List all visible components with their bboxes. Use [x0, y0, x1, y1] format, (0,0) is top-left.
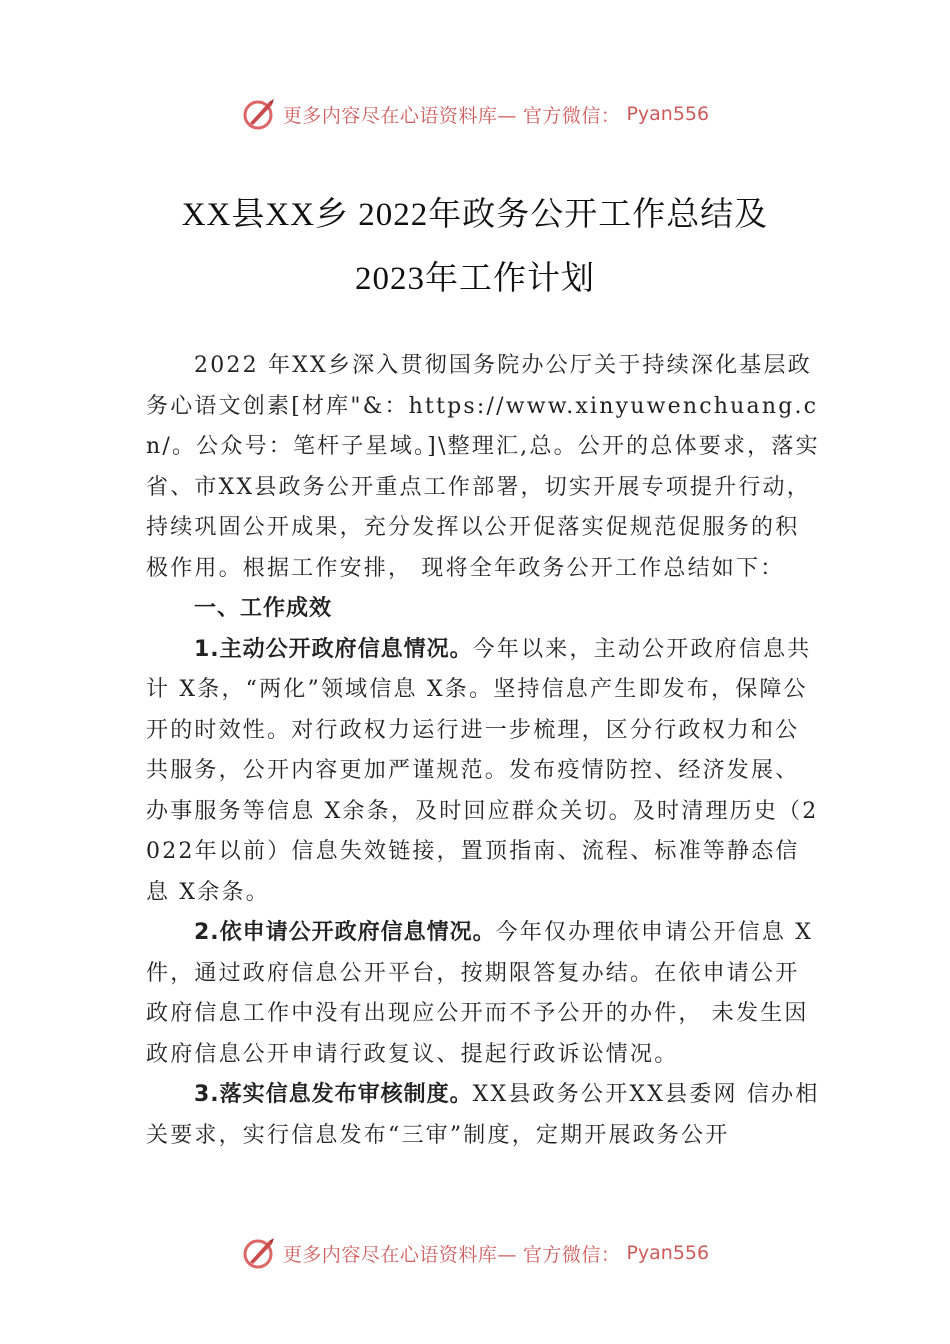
paragraph-2: [146, 913, 821, 1075]
footer-banner-text: 更多内容尽在心语资料库—: [282, 1243, 517, 1266]
paragraph-3: [146, 1075, 821, 1156]
footer-banner: [0, 1233, 950, 1273]
paragraph-3-lead: 3.落实信息发布审核制度。: [194, 1082, 473, 1107]
paragraph-1-body: 今年以来，主动公开政府信息共计 X条，“两化”领域信息 X条。坚持信息产生即发布，保障公开的时效性。对行政权力运行进一步梳理，区分行政权力和公共服务，公开内容更加严谨规范。发布疫情防控、经济发展、办事服务等信息 X余条，及时回应群众关切。及时清理历史（2022年以前）信息失效链接，置顶指南、流程、标准等静态信息 X余条。: [146, 636, 819, 905]
section-heading: 一、工作成效: [194, 596, 333, 621]
document-title-line2: 2023年工作计划: [355, 261, 595, 297]
document-body: [146, 346, 821, 1156]
intro-paragraph: 2022 年XX乡深入贯彻国务院办公厅关于持续深化基层政务心语文创素[材库"&：https://www.xinyuwenchuang.cn/。公众号：笔杆子星域。]\整理汇,总。公开的总体要求，落实省、市XX县政务公开重点工作部署，切实开展专项提升行动，持续巩固公开成果，充分发挥以公开促落实促规范促服务的积极作用。根据工作安排， 现将全年政务公开工作总结如下：: [146, 353, 820, 581]
banner-wechat-id: Pyan556: [626, 103, 710, 125]
paragraph-2-body: 今年仅办理依申请公开信息 X件，通过政府信息公开平台，按期限答复办结。在依申请公开政府信息工作中没有出现应公开而不予公开的办件， 未发生因政府信息公开申请行政复议、提起行政诉讼情况。: [146, 920, 814, 1067]
header-banner: [0, 94, 950, 134]
document-title-line1: XX县XX乡 2022年政务公开工作总结及: [181, 197, 769, 233]
banner-wechat-label: 官方微信：: [522, 104, 621, 127]
paragraph-1-lead: 1.主动公开政府信息情况。: [194, 636, 473, 662]
paragraph-3-body: XX县政务公开XX县委网 信办相关要求，实行信息发布“三审”制度，定期开展政务公开: [146, 1082, 820, 1148]
quill-logo-icon: [241, 1235, 277, 1271]
footer-banner-wechat-label: 官方微信：: [522, 1243, 621, 1266]
paragraph-2-lead: 2.依申请公开政府信息情况。: [194, 920, 496, 945]
quill-logo-icon: [241, 96, 277, 132]
footer-banner-wechat-id: Pyan556: [626, 1242, 710, 1264]
banner-text: 更多内容尽在心语资料库—: [282, 104, 517, 127]
paragraph-1: [146, 630, 821, 914]
